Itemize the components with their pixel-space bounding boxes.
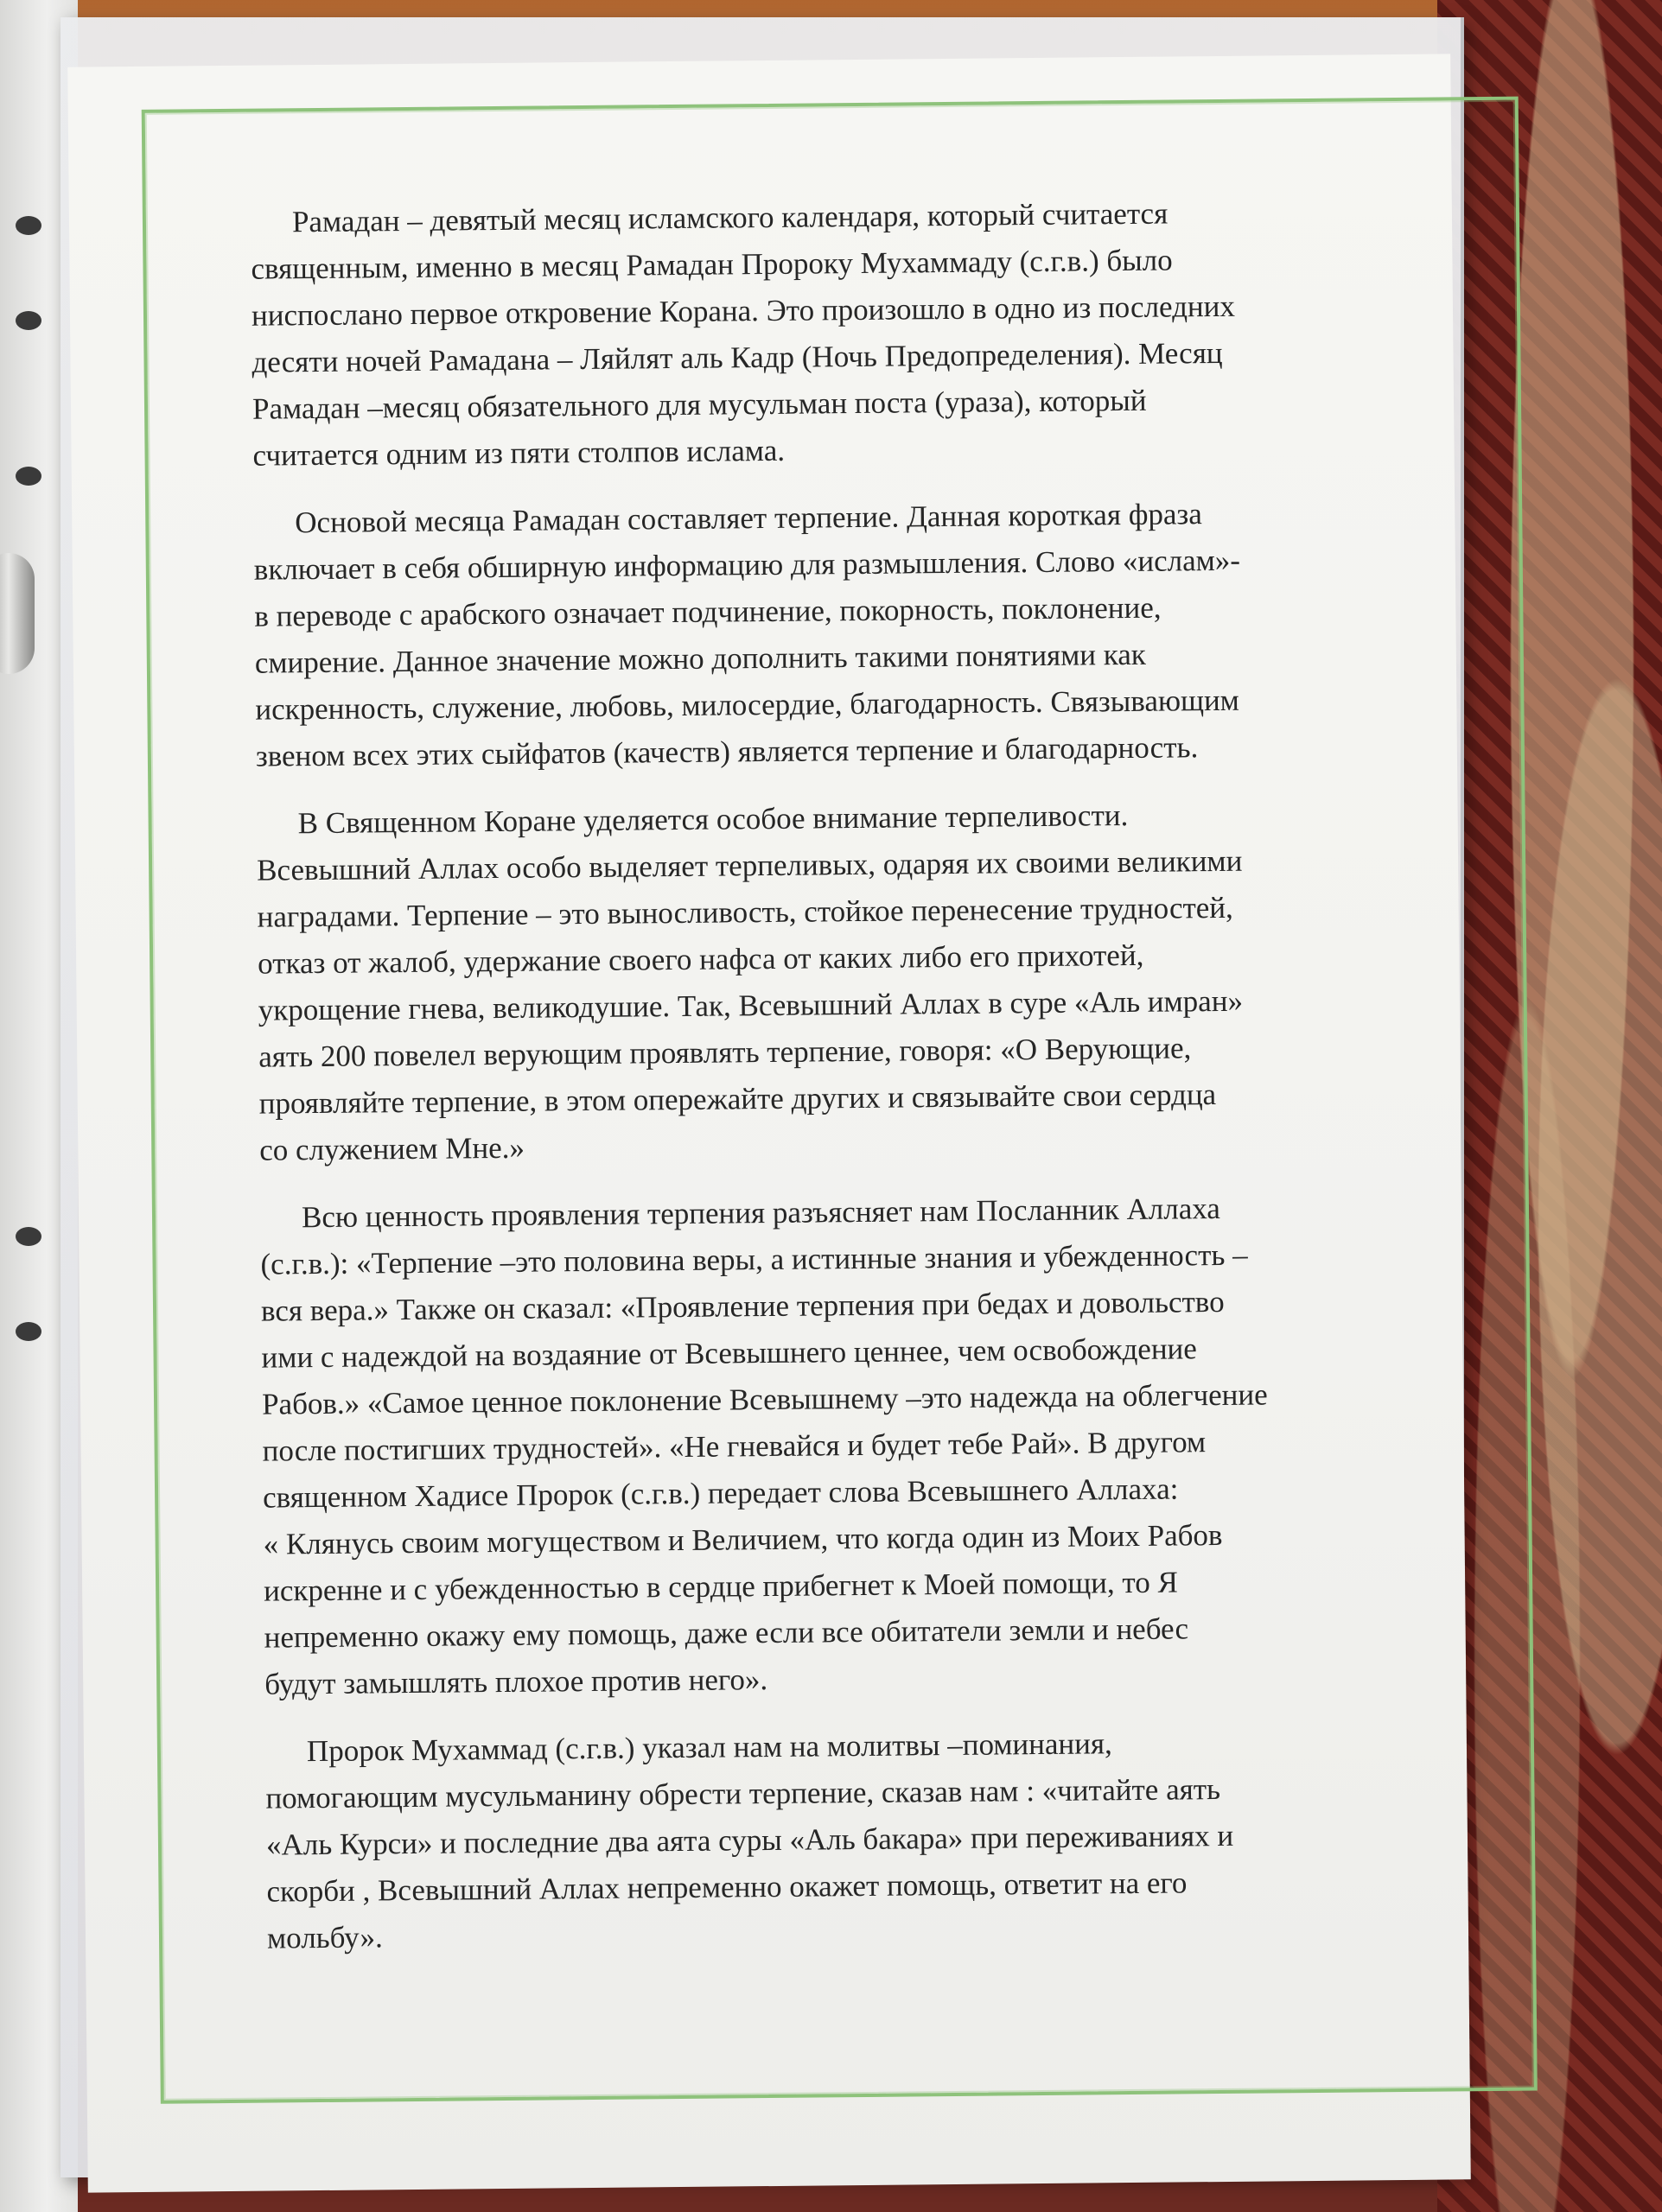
paragraph-1-text: Рамадан – девятый месяц исламского календаря, который считается священным, именно в месяц Рамадан Пророку Мухаммаду (с.г.в.) было ниспослано первое откровение Корана. Это произошло в одно из последних десяти ночей Рамадана – Ляйлят аль Кадр (Ночь Предопределения). Месяц Рамадан –месяц обязательного для мусульман поста (ураза), который считается одним из пяти столпов ислама.	[251, 196, 1236, 473]
paragraph-5-text: Пророк Мухаммад (с.г.в.) указал нам на молитвы –поминания, помогающим мусульманину обрести терпение, сказав нам : «читайте аять «Аль Курси» и последние два аята суры «Аль бакара» при переживаниях и скорби , Всевышний Аллах непременно окажет помощь, ответит на его мольбу».	[265, 1726, 1234, 1955]
paragraph-5	[265, 1717, 1469, 1961]
document-page	[67, 54, 1471, 2192]
paragraph-4-text: Всю ценность проявления терпения разъясняет нам Посланник Аллаха (с.г.в.): «Терпение –это половина веры, а истинные знания и убежденность – вся вера.» Также он сказал: «Проявление терпения при бедах и довольство ими с надеждой на воздаяние от Всевышнего ценнее, чем освобождение Рабов.» «Самое ценное поклонение Всевышнему –это надежда на облегчение после постигших трудностей». «Не гневайся и будет тебе Рай». В другом священном Хадисе Пророк (с.г.в.) передает слова Всевышнего Аллаха: « Клянусь своим могуществом и Величием, что когда один из Моих Рабов искренне и с убежденностью в сердце прибегнет к Моей помощи, то Я непременно окажу ему помощь, даже если все обитатели земли и небес будут замышлять плохое против него».	[260, 1191, 1268, 1701]
punch-hole-icon	[16, 311, 41, 330]
paragraph-2-text: Основой месяца Рамадан составляет терпение. Данная короткая фраза включает в себя обширную информацию для размышления. Слово «ислам»- в переводе с арабского означает подчинение, покорность, поклонение, смирение. Данное значение можно дополнить такими понятиями как искренность, служение, любовь, милосердие, благодарность. Связывающим звеном всех этих сыйфатов (качеств) является терпение и благодарность.	[253, 497, 1241, 773]
paragraph-4	[260, 1183, 1467, 1707]
punch-hole-icon	[16, 1322, 41, 1341]
paragraph-3-text: В Священном Коране уделяется особое внимание терпеливости. Всевышний Аллах особо выделяет терпеливых, одаряя их своими великими наградами. Терпение – это выносливость, стойкое перенесение трудностей, отказ от жалоб, удержание своего нафса от каких либо его прихотей, укрощение гнева, великодушие. Так, Всевышний Аллах в суре «Аль имран» аять 200 повелел верующим проявлять терпение, говоря: «О Верующие, проявляйте терпение, в этом опережайте других и связывайте свои сердца со служением Мне.»	[256, 798, 1244, 1167]
paragraph-2	[253, 488, 1457, 779]
punch-hole-icon	[16, 1227, 41, 1246]
punch-hole-icon	[16, 216, 41, 235]
document-body	[251, 188, 1469, 1982]
paragraph-3	[256, 789, 1461, 1173]
binder-ring-icon	[0, 553, 35, 674]
paragraph-1	[251, 188, 1455, 479]
punch-hole-icon	[16, 467, 41, 486]
